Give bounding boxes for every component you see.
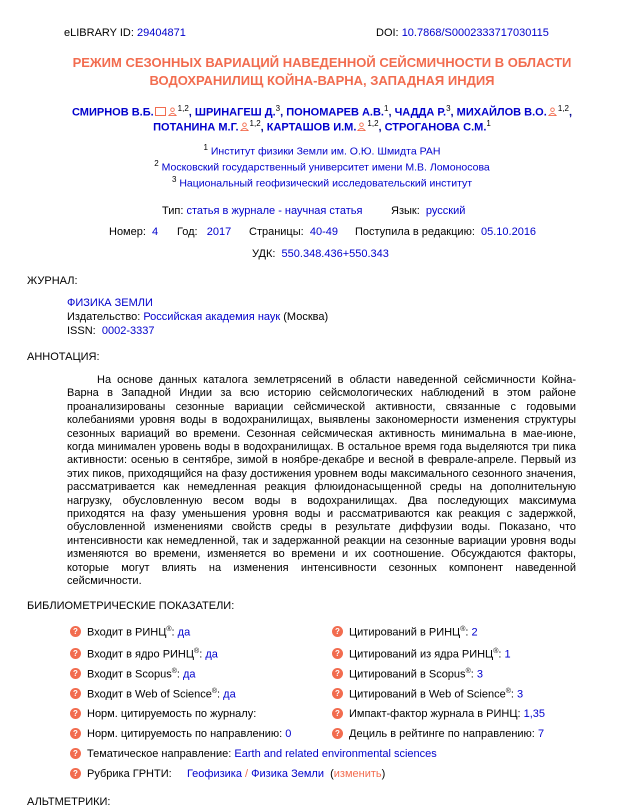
altmetrics-section-title: АЛЬТМЕТРИКИ: — [27, 796, 111, 808]
help-icon[interactable]: ? — [332, 708, 343, 719]
author-link[interactable]: ПОНОМАРЕВ А.В. — [286, 106, 384, 119]
publisher-link[interactable]: Российская академия наук — [143, 311, 281, 323]
person-icon[interactable] — [548, 107, 557, 116]
journal-section-title: ЖУРНАЛ: — [27, 275, 78, 287]
metric-cit-scopus: ? Цитирований в Scopus®: 3 — [332, 668, 483, 681]
help-icon[interactable]: ? — [70, 688, 81, 699]
issue-number: Номер: 4 — [109, 226, 159, 238]
cit-rinc-core-link[interactable]: 1 — [504, 648, 511, 661]
help-icon[interactable]: ? — [332, 648, 343, 659]
help-icon[interactable]: ? — [70, 748, 81, 759]
issue-number-link[interactable]: 4 — [152, 226, 159, 238]
metric-scopus: ? Входит в Scopus®: да — [70, 668, 196, 681]
doi-link[interactable]: 10.7868/S0002333717030115 — [401, 27, 549, 39]
metric-rinc-core: ? Входит в ядро РИНЦ®: да — [70, 648, 218, 661]
author-link[interactable]: ПОТАНИНА М.Г. — [153, 121, 239, 134]
journal-link[interactable]: ФИЗИКА ЗЕМЛИ — [67, 297, 153, 309]
author-link[interactable]: ШРИНАГЕШ Д. — [194, 106, 276, 119]
help-icon[interactable]: ? — [70, 728, 81, 739]
cit-wos-link[interactable]: 3 — [517, 688, 524, 701]
abstract-text: На основе данных каталога землетрясений в области наведенной сейсмичности Койна-Варна в Западной Индии за всю историю сейсмологических наблюдений в этом районе проанализированы сезонные вариации сейсмической активности, связанные с годовыми колебаниями уровня воды в водохранилищах, выявлены закономерности изменения структуры сезонных вариаций во времени. Сезонная сейсмическая активность минимальна в мае-июне, когда минимален уровень воды в водохранилищах. В остальное время года выделяются три пика активности: осенью в сентябре, зимой в ноябре-декабре и весной в феврале-апреле. Первый из этих пиков, приходящийся на фазу достижения уровнем воды максимального сезонного значения, рассматривается как немедленная реакция флюидонасыщенной среды на дополнительную нагрузку, обусловленную весом воды в водохранилищах. Два последующих максимума приходятся на фазу уменьшения уровня воды и рассматриваются как реакция с задержкой, обусловленной изменениями свойств среды в результате диффузии воды. Показано, что интенсивности как немедленной, так и задержанной реакции на сезонные вариации уровня воды изменяются во времени, изменяется во времени и их соотношение. Обсуждаются факторы, которые могут влиять на изменения интенсивности сезонных компонент наведенной сейсмичности. — [67, 374, 576, 588]
affiliation-link[interactable]: Национальный геофизический исследовательский институт — [179, 177, 473, 190]
help-icon[interactable]: ? — [70, 668, 81, 679]
grnti-geophysics-link[interactable]: Геофизика — [186, 768, 242, 780]
language-link[interactable]: русский — [425, 205, 466, 217]
author-link[interactable]: СТРОГАНОВА С.М. — [384, 121, 487, 134]
help-icon[interactable]: ? — [332, 728, 343, 739]
metric-cit-wos: ? Цитирований в Web of Science®: 3 — [332, 688, 523, 701]
publisher: Издательство: Российская академия наук (Москва) — [67, 311, 329, 323]
cit-scopus-link[interactable]: 3 — [476, 668, 483, 681]
change-link[interactable]: изменить — [333, 768, 382, 780]
metric-cit-rinc: ? Цитирований в РИНЦ®: 2 — [332, 626, 478, 639]
help-icon[interactable]: ? — [70, 768, 81, 779]
journal-name — [67, 297, 153, 309]
metric-cit-rinc-core: ? Цитирований из ядра РИНЦ®: 1 — [332, 648, 511, 661]
article-type-link[interactable]: статья в журнале - научная статья — [186, 205, 363, 217]
metric-impact-factor: ? Импакт-фактор журнала в РИНЦ: 1,35 — [332, 708, 545, 720]
elibrary-id: eLIBRARY ID: 29404871 — [64, 27, 186, 39]
authors-line-1: СМИРНОВ В.Б. $^{1,2}$, ШРИНАГЕШ Д.$^3$, ПОНОМАРЕВ А.В.$^1$, ЧАДДА Р.$^3$, МИХАЙЛОВ В.О. $^{1,2}$, — [71, 104, 572, 119]
udk: УДК: 550.348.436+550.343 — [252, 248, 389, 260]
author-link[interactable]: СМИРНОВ В.Б. — [71, 106, 154, 119]
metric-norm-journal: ? Норм. цитируемость по журналу: — [70, 708, 256, 720]
person-icon[interactable] — [357, 122, 366, 131]
metric-wos: ? Входит в Web of Science®: да — [70, 688, 236, 701]
metric-rinc: ? Входит в РИНЦ®: да — [70, 626, 190, 639]
help-icon[interactable]: ? — [332, 688, 343, 699]
pages: Страницы: 40-49 — [249, 226, 338, 238]
help-icon[interactable]: ? — [70, 626, 81, 637]
help-icon[interactable]: ? — [70, 708, 81, 719]
affiliation-2: $^2$ Московский государственный университет имени М.В. Ломоносова — [154, 159, 490, 174]
affiliation-1: $^1$ Институт физики Земли им. О.Ю. Шмидта РАН — [203, 143, 441, 158]
biblio-section-title: БИБЛИОМЕТРИЧЕСКИЕ ПОКАЗАТЕЛИ: — [27, 600, 235, 612]
issue-year: Год: 2017 — [177, 226, 232, 238]
abstract-section-title: АННОТАЦИЯ: — [27, 351, 100, 363]
article-language: Язык: русский — [391, 205, 466, 217]
cit-rinc-link[interactable]: 2 — [471, 626, 478, 639]
elibrary-id-value: 29404871 — [136, 27, 186, 39]
person-icon[interactable] — [168, 107, 177, 116]
person-icon[interactable] — [240, 122, 249, 131]
issn: ISSN: 0002-3337 — [67, 325, 155, 337]
authors-line-2: ПОТАНИНА М.Г. $^{1,2}$, КАРТАШОВ И.М. $^{1,2}$, СТРОГАНОВА С.М.$^1$ — [153, 119, 491, 134]
help-icon[interactable]: ? — [332, 626, 343, 637]
affiliation-3: $^3$ Национальный геофизический исследовательский институт — [171, 175, 473, 190]
author-link[interactable]: ЧАДДА Р. — [394, 106, 447, 119]
received-date: Поступила в редакцию: 05.10.2016 — [355, 226, 537, 238]
mail-icon[interactable] — [155, 107, 166, 116]
author-link[interactable]: МИХАЙЛОВ В.О. — [456, 106, 547, 119]
grnti-physics-earth-link[interactable]: Физика Земли — [251, 768, 324, 780]
affiliation-link[interactable]: Институт физики Земли им. О.Ю. Шмидта РАН — [210, 145, 441, 158]
help-icon[interactable]: ? — [332, 668, 343, 679]
article-title: РЕЖИМ СЕЗОННЫХ ВАРИАЦИЙ НАВЕДЕННОЙ СЕЙСМИЧНОСТИ В ОБЛАСТИ ВОДОХРАНИЛИЩ КОЙНА-ВАРНА, ЗАПАДНАЯ ИНДИЯ — [72, 55, 572, 88]
article-type: Тип: статья в журнале - научная статья — [162, 205, 363, 217]
metric-decile: ? Дециль в рейтинге по направлению: 7 — [332, 728, 544, 740]
grnti-rubric: ? Рубрика ГРНТИ: Геофизика / Физика Земли (изменить) — [70, 768, 385, 780]
metric-norm-direction: ? Норм. цитируемость по направлению: 0 — [70, 728, 291, 740]
author-link[interactable]: КАРТАШОВ И.М. — [266, 121, 357, 134]
help-icon[interactable]: ? — [70, 648, 81, 659]
affiliation-link[interactable]: Московский государственный университет имени М.В. Ломоносова — [161, 161, 490, 174]
thematic-direction: ? Тематическое направление: Earth and related environmental sciences — [70, 748, 437, 760]
doi: DOI: 10.7868/S0002333717030115 — [376, 27, 549, 39]
